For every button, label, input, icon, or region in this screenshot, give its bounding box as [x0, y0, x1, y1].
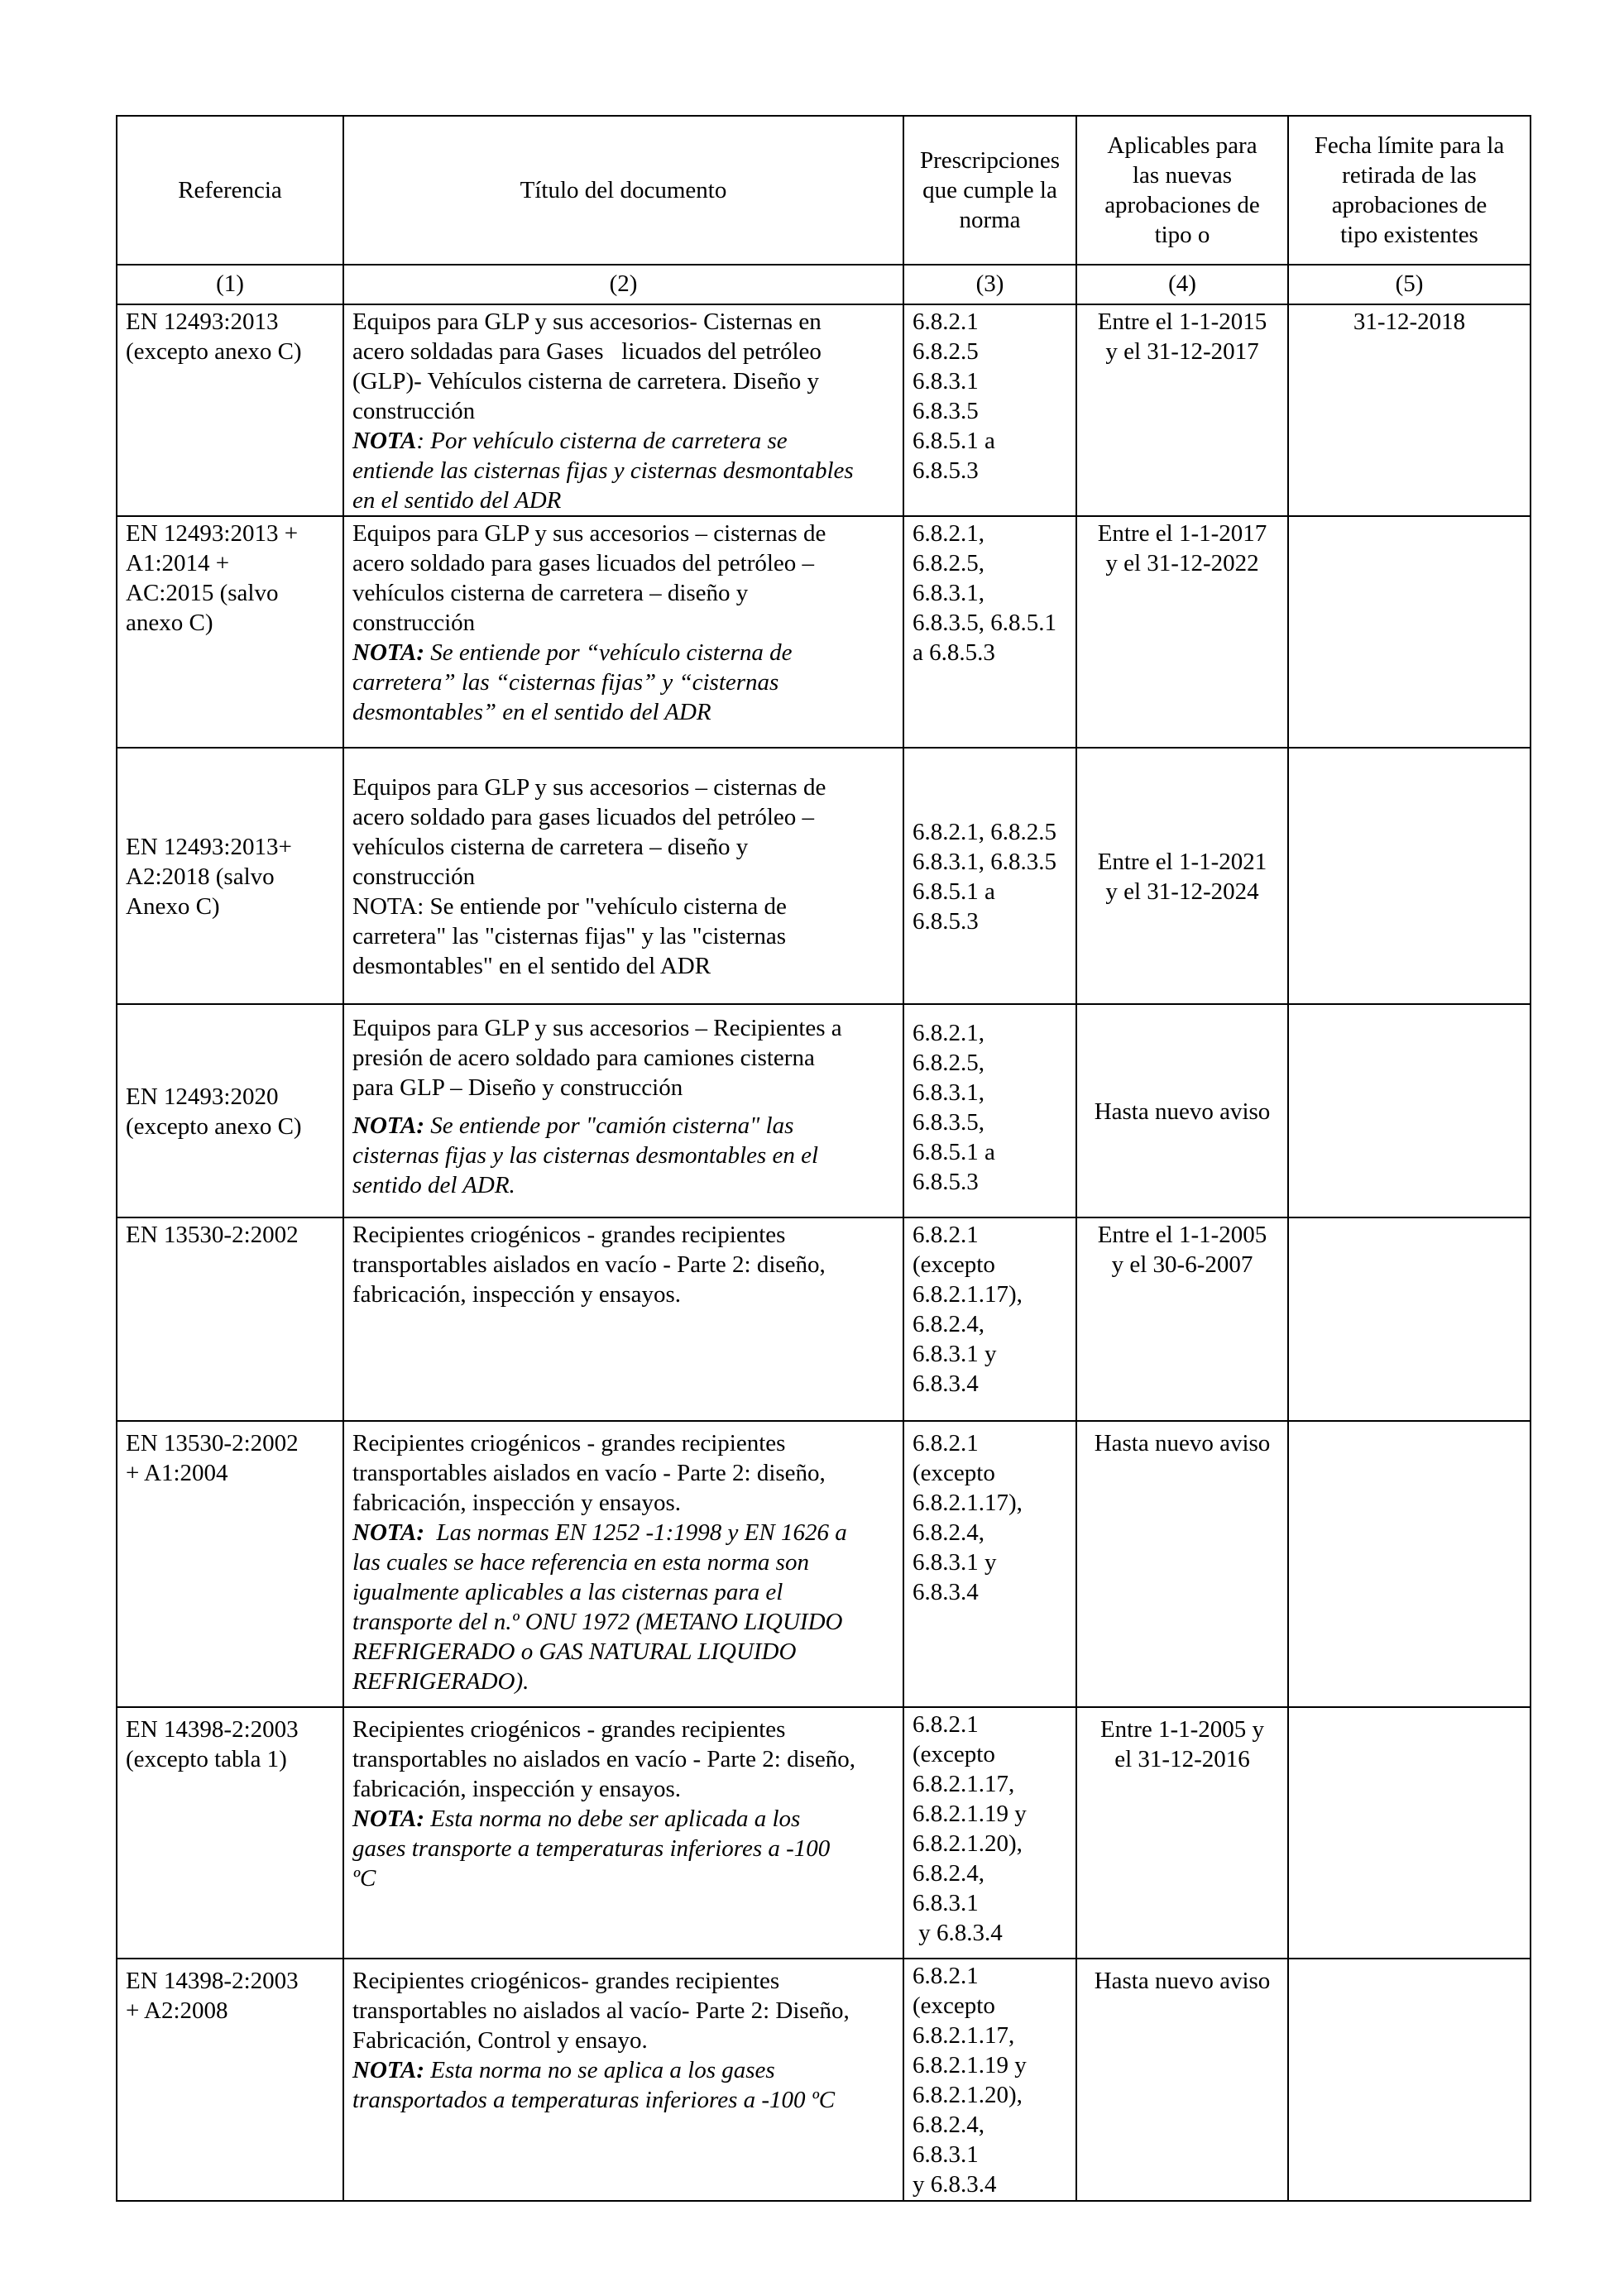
reference-cell: EN 12493:2013 (excepto anexo C)	[117, 304, 343, 516]
column-number: (3)	[903, 265, 1076, 304]
deadline-cell	[1288, 516, 1531, 748]
deadline-cell	[1288, 1421, 1531, 1707]
title-cell: Recipientes criogénicos - grandes recipientes transportables no aislados en vacío - Parte 2: diseño, fabricación, inspección y ensayos. NOTA: Esta norma no debe ser aplicada a los gases transporte a temperaturas inferiores a -100 ºC	[343, 1707, 903, 1959]
requirements-cell: 6.8.2.1 (excepto 6.8.2.1.17, 6.8.2.1.19 y 6.8.2.1.20), 6.8.2.4, 6.8.3.1 y 6.8.3.4	[903, 1707, 1076, 1959]
column-number: (1)	[117, 265, 343, 304]
standards-table	[116, 115, 1531, 2202]
table-row	[117, 1217, 1531, 1421]
reference-cell: EN 13530-2:2002	[117, 1217, 343, 1421]
requirements-cell: 6.8.2.1 (excepto 6.8.2.1.17), 6.8.2.4, 6.8.3.1 y 6.8.3.4	[903, 1217, 1076, 1421]
header-row	[117, 116, 1531, 265]
table-row	[117, 516, 1531, 748]
applicable-cell: Entre el 1-1-2005 y el 30-6-2007	[1076, 1217, 1288, 1421]
title-cell: Recipientes criogénicos - grandes recipientes transportables aislados en vacío - Parte 2: diseño, fabricación, inspección y ensayos.	[343, 1217, 903, 1421]
deadline-cell	[1288, 1959, 1531, 2201]
requirements-cell: 6.8.2.1, 6.8.2.5, 6.8.3.1, 6.8.3.5, 6.8.5.1 a 6.8.5.3	[903, 1004, 1076, 1217]
deadline-cell	[1288, 1707, 1531, 1959]
header-titulo: Título del documento	[343, 116, 903, 265]
header-prescripciones: Prescripciones que cumple la norma	[903, 116, 1076, 265]
table-row	[117, 1959, 1531, 2201]
table-row	[117, 1421, 1531, 1707]
column-number: (2)	[343, 265, 903, 304]
reference-cell: EN 12493:2013 + A1:2014 + AC:2015 (salvo anexo C)	[117, 516, 343, 748]
note-label: NOTA:	[352, 1112, 424, 1139]
applicable-cell: Entre el 1-1-2017 y el 31-12-2022	[1076, 516, 1288, 748]
title-cell: Equipos para GLP y sus accesorios – cisternas de acero soldado para gases licuados del petróleo – vehículos cisterna de carretera – diseño y construcción NOTA: Se entiende por “vehículo cisterna de carretera” las “cisternas fijas” y “cisternas desmontables” en el sentido del ADR	[343, 516, 903, 748]
note-label: NOTA:	[352, 1806, 424, 1832]
column-numbers-row	[117, 265, 1531, 304]
reference-cell: EN 14398-2:2003 (excepto tabla 1)	[117, 1707, 343, 1959]
applicable-cell: Entre el 1-1-2021 y el 31-12-2024	[1076, 748, 1288, 1004]
requirements-cell: 6.8.2.1 (excepto 6.8.2.1.17, 6.8.2.1.19 y 6.8.2.1.20), 6.8.2.4, 6.8.3.1 y 6.8.3.4	[903, 1959, 1076, 2201]
note-label: NOTA	[352, 428, 417, 454]
reference-cell: EN 13530-2:2002 + A1:2004	[117, 1421, 343, 1707]
note-label: NOTA:	[352, 639, 424, 666]
requirements-cell: 6.8.2.1 6.8.2.5 6.8.3.1 6.8.3.5 6.8.5.1 a 6.8.5.3	[903, 304, 1076, 516]
header-fecha-limite: Fecha límite para la retirada de las aprobaciones de tipo existentes	[1288, 116, 1531, 265]
header-aplicables: Aplicables para las nuevas aprobaciones de tipo o	[1076, 116, 1288, 265]
note-label: NOTA:	[352, 1519, 424, 1546]
table-row	[117, 304, 1531, 516]
deadline-cell	[1288, 1004, 1531, 1217]
table-row	[117, 748, 1531, 1004]
column-number: (4)	[1076, 265, 1288, 304]
applicable-cell: Hasta nuevo aviso	[1076, 1959, 1288, 2201]
title-cell: Equipos para GLP y sus accesorios- Cisternas en acero soldadas para Gases licuados del petróleo (GLP)- Vehículos cisterna de carretera. Diseño y construcción NOTA: Por vehículo cisterna de carretera se entiende las cisternas fijas y cisternas desmontables en el sentido del ADR	[343, 304, 903, 516]
applicable-cell: Entre el 1-1-2015 y el 31-12-2017	[1076, 304, 1288, 516]
title-cell: Equipos para GLP y sus accesorios – cisternas de acero soldado para gases licuados del petróleo – vehículos cisterna de carretera – diseño y construcción NOTA: Se entiende por "vehículo cisterna de carretera" las "cisternas fijas" y las "cisternas desmontables" en el sentido del ADR	[343, 748, 903, 1004]
deadline-cell	[1288, 1217, 1531, 1421]
requirements-cell: 6.8.2.1, 6.8.2.5 6.8.3.1, 6.8.3.5 6.8.5.1 a 6.8.5.3	[903, 748, 1076, 1004]
reference-cell: EN 12493:2020 (excepto anexo C)	[117, 1004, 343, 1217]
note-label: NOTA:	[352, 2057, 424, 2083]
header-referencia: Referencia	[117, 116, 343, 265]
applicable-cell: Hasta nuevo aviso	[1076, 1421, 1288, 1707]
reference-cell: EN 12493:2013+ A2:2018 (salvo Anexo C)	[117, 748, 343, 1004]
table-row	[117, 1707, 1531, 1959]
title-cell: Equipos para GLP y sus accesorios – Recipientes a presión de acero soldado para camiones cisterna para GLP – Diseño y construcción NOTA: Se entiende por "camión cisterna" las cisternas fijas y las cisternas desmontables en el sentido del ADR.	[343, 1004, 903, 1217]
applicable-cell: Entre 1-1-2005 y el 31-12-2016	[1076, 1707, 1288, 1959]
deadline-cell: 31-12-2018	[1288, 304, 1531, 516]
reference-cell: EN 14398-2:2003 + A2:2008	[117, 1959, 343, 2201]
title-cell: Recipientes criogénicos- grandes recipientes transportables no aislados al vacío- Parte 2: Diseño, Fabricación, Control y ensayo. NOTA: Esta norma no se aplica a los gases transportados a temperaturas inferiores a -100 ºC	[343, 1959, 903, 2201]
title-cell: Recipientes criogénicos - grandes recipientes transportables aislados en vacío - Parte 2: diseño, fabricación, inspección y ensayos. NOTA: Las normas EN 1252 -1:1998 y EN 1626 a las cuales se hace referencia en esta norma son igualmente aplicables a las cisternas para el transporte del n.º ONU 1972 (METANO LIQUIDO REFRIGERADO o GAS NATURAL LIQUIDO REFRIGERADO).	[343, 1421, 903, 1707]
column-number: (5)	[1288, 265, 1531, 304]
applicable-cell: Hasta nuevo aviso	[1076, 1004, 1288, 1217]
table-row	[117, 1004, 1531, 1217]
requirements-cell: 6.8.2.1, 6.8.2.5, 6.8.3.1, 6.8.3.5, 6.8.5.1 a 6.8.5.3	[903, 516, 1076, 748]
deadline-cell	[1288, 748, 1531, 1004]
requirements-cell: 6.8.2.1 (excepto 6.8.2.1.17), 6.8.2.4, 6.8.3.1 y 6.8.3.4	[903, 1421, 1076, 1707]
